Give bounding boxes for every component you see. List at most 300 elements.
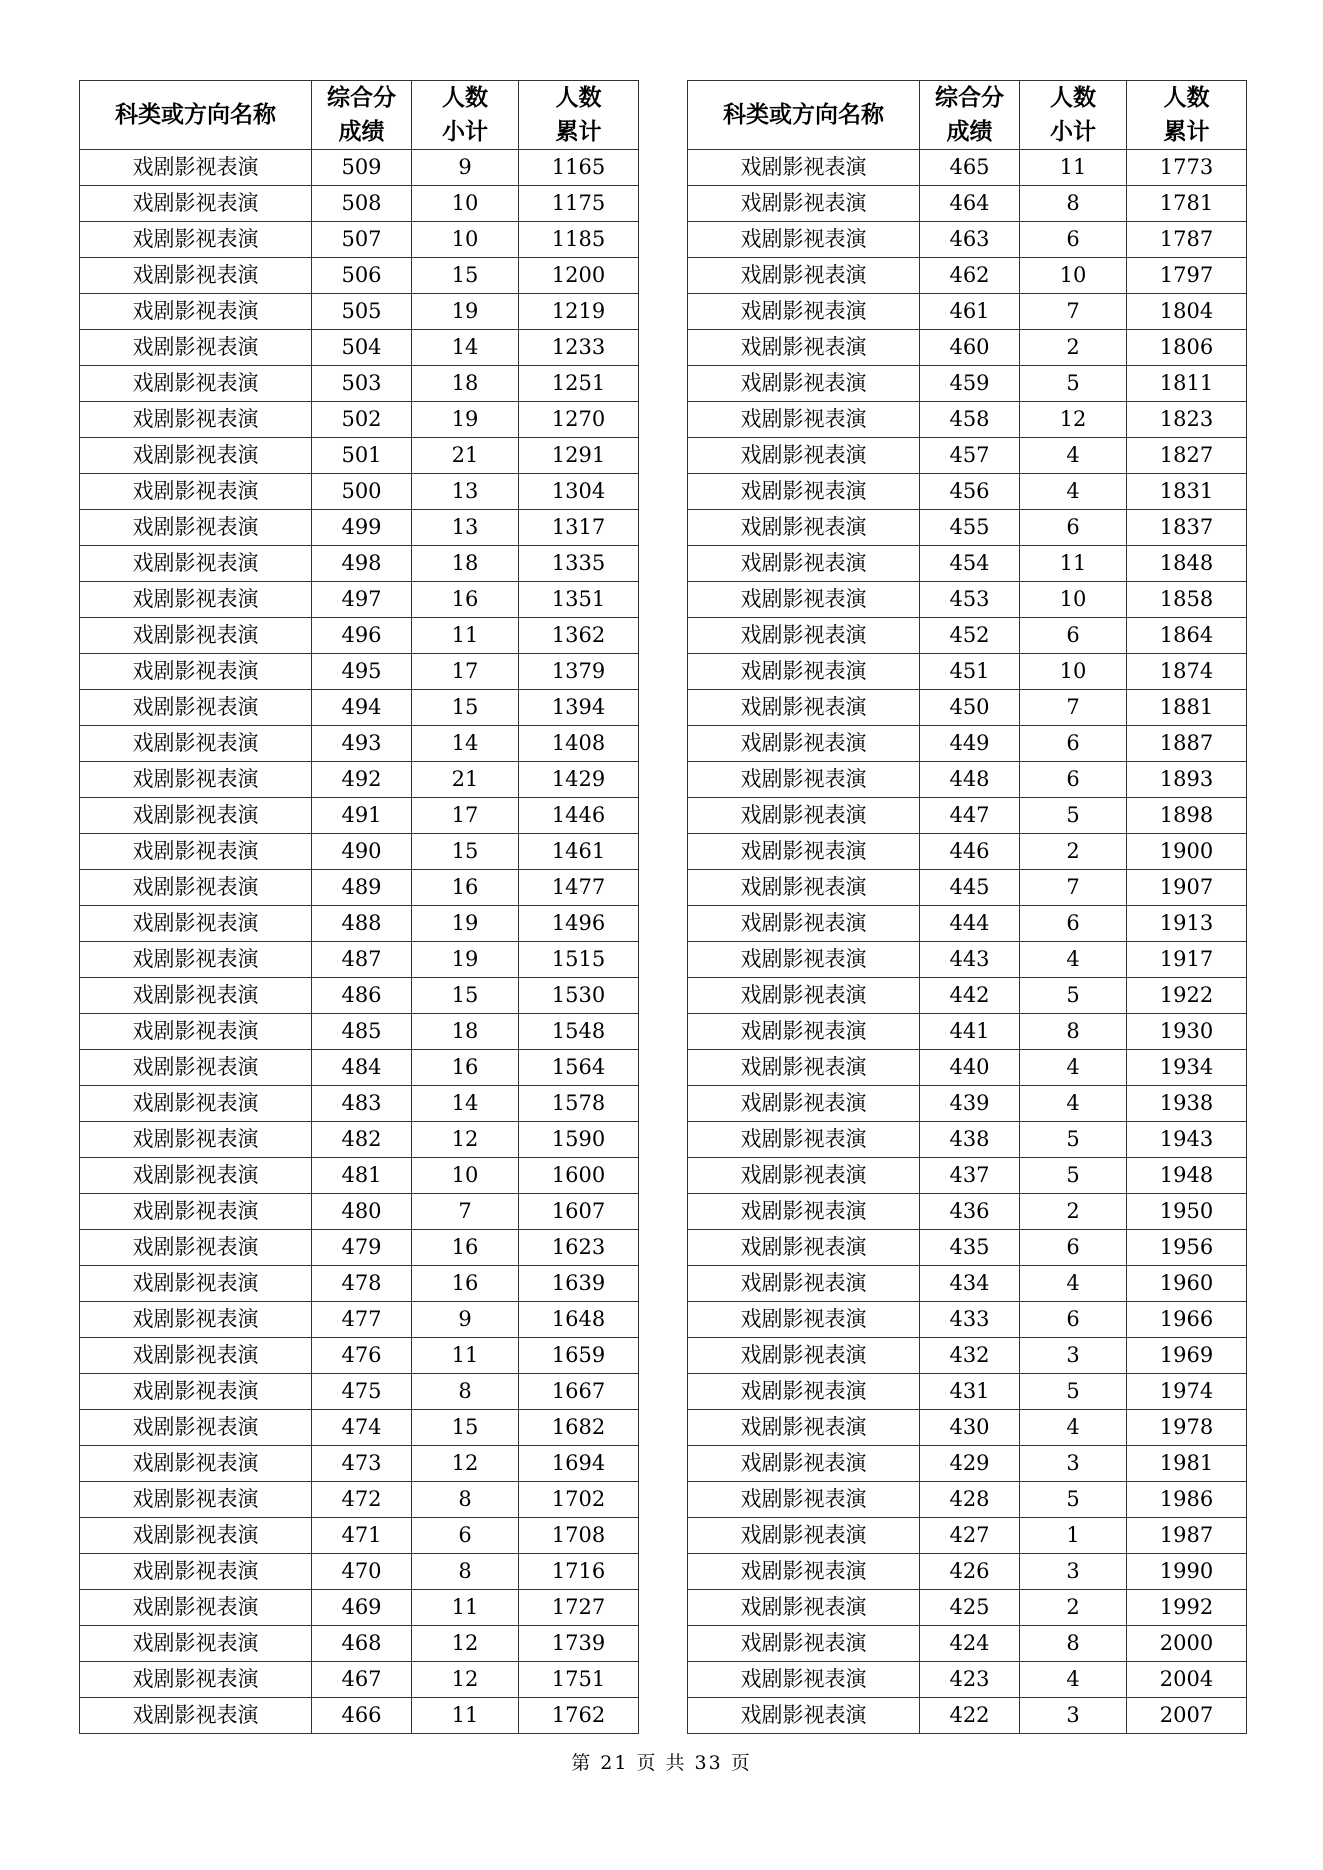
table-row [688,186,1247,222]
count-cell: 16 [412,1050,519,1086]
table-row [688,1230,1247,1266]
table-row [688,1338,1247,1374]
category-cell: 戏剧影视表演 [80,294,312,330]
cumulative-cell: 1966 [1127,1302,1247,1338]
category-cell: 戏剧影视表演 [80,582,312,618]
count-cell: 6 [1020,510,1127,546]
count-cell: 8 [412,1554,519,1590]
cumulative-cell: 2000 [1127,1626,1247,1662]
table-row [688,402,1247,438]
cumulative-cell: 1200 [519,258,639,294]
cumulative-cell: 1806 [1127,330,1247,366]
count-cell: 19 [412,942,519,978]
table-row [80,1626,639,1662]
cumulative-cell: 1773 [1127,150,1247,186]
count-cell: 12 [412,1446,519,1482]
cumulative-cell: 1956 [1127,1230,1247,1266]
category-cell: 戏剧影视表演 [688,1338,920,1374]
category-cell: 戏剧影视表演 [80,546,312,582]
count-cell: 12 [412,1122,519,1158]
header-category: 科类或方向名称 [80,81,312,150]
score-cell: 451 [920,654,1020,690]
score-cell: 483 [312,1086,412,1122]
count-cell: 16 [412,1266,519,1302]
count-cell: 4 [1020,1050,1127,1086]
category-cell: 戏剧影视表演 [688,366,920,402]
category-cell: 戏剧影视表演 [80,1266,312,1302]
count-cell: 19 [412,294,519,330]
cumulative-cell: 1291 [519,438,639,474]
category-cell: 戏剧影视表演 [688,330,920,366]
table-row [80,726,639,762]
category-cell: 戏剧影视表演 [80,1338,312,1374]
count-cell: 11 [412,1698,519,1734]
count-cell: 11 [1020,150,1127,186]
category-cell: 戏剧影视表演 [80,942,312,978]
count-cell: 12 [1020,402,1127,438]
count-cell: 7 [1020,294,1127,330]
cumulative-cell: 1797 [1127,258,1247,294]
category-cell: 戏剧影视表演 [80,654,312,690]
category-cell: 戏剧影视表演 [80,1410,312,1446]
category-cell: 戏剧影视表演 [80,1590,312,1626]
score-table-right [687,80,1247,1734]
table-row [688,1050,1247,1086]
count-cell: 6 [1020,222,1127,258]
category-cell: 戏剧影视表演 [688,150,920,186]
score-cell: 480 [312,1194,412,1230]
table-row [688,1662,1247,1698]
cumulative-cell: 1930 [1127,1014,1247,1050]
category-cell: 戏剧影视表演 [688,654,920,690]
score-cell: 460 [920,330,1020,366]
score-cell: 464 [920,186,1020,222]
cumulative-cell: 1948 [1127,1158,1247,1194]
table-row [80,546,639,582]
table-row [688,1086,1247,1122]
score-cell: 496 [312,618,412,654]
count-cell: 4 [1020,1086,1127,1122]
score-cell: 466 [312,1698,412,1734]
count-cell: 10 [412,186,519,222]
score-cell: 476 [312,1338,412,1374]
header-score: 综合分 成绩 [312,81,412,150]
cumulative-cell: 1917 [1127,942,1247,978]
header-count: 人数 小计 [412,81,519,150]
cumulative-cell: 1515 [519,942,639,978]
category-cell: 戏剧影视表演 [688,726,920,762]
score-cell: 500 [312,474,412,510]
category-cell: 戏剧影视表演 [80,1518,312,1554]
cumulative-cell: 1987 [1127,1518,1247,1554]
count-cell: 5 [1020,798,1127,834]
table-row [688,294,1247,330]
table-row [80,1014,639,1050]
table-row [688,582,1247,618]
score-cell: 458 [920,402,1020,438]
count-cell: 4 [1020,942,1127,978]
table-row [688,942,1247,978]
score-cell: 482 [312,1122,412,1158]
category-cell: 戏剧影视表演 [688,870,920,906]
table-row [80,1590,639,1626]
count-cell: 3 [1020,1338,1127,1374]
cumulative-cell: 1837 [1127,510,1247,546]
count-cell: 19 [412,402,519,438]
table-row [688,546,1247,582]
score-cell: 484 [312,1050,412,1086]
table-row [688,798,1247,834]
score-cell: 474 [312,1410,412,1446]
table-row [80,1482,639,1518]
cumulative-cell: 1477 [519,870,639,906]
category-cell: 戏剧影视表演 [688,978,920,1014]
table-row [80,1338,639,1374]
cumulative-cell: 1351 [519,582,639,618]
score-cell: 448 [920,762,1020,798]
score-cell: 447 [920,798,1020,834]
score-cell: 461 [920,294,1020,330]
category-cell: 戏剧影视表演 [80,1626,312,1662]
table-row [80,294,639,330]
cumulative-cell: 1848 [1127,546,1247,582]
count-cell: 8 [412,1482,519,1518]
score-cell: 436 [920,1194,1020,1230]
count-cell: 16 [412,1230,519,1266]
count-cell: 14 [412,1086,519,1122]
score-cell: 427 [920,1518,1020,1554]
score-cell: 485 [312,1014,412,1050]
table-row [80,762,639,798]
cumulative-cell: 1787 [1127,222,1247,258]
count-cell: 18 [412,366,519,402]
count-cell: 10 [412,1158,519,1194]
category-cell: 戏剧影视表演 [80,186,312,222]
category-cell: 戏剧影视表演 [80,1698,312,1734]
cumulative-cell: 1907 [1127,870,1247,906]
category-cell: 戏剧影视表演 [80,906,312,942]
score-cell: 488 [312,906,412,942]
header-count: 人数 小计 [1020,81,1127,150]
count-cell: 5 [1020,978,1127,1014]
category-cell: 戏剧影视表演 [80,618,312,654]
table-row [688,222,1247,258]
table-row [688,726,1247,762]
category-cell: 戏剧影视表演 [80,1482,312,1518]
count-cell: 6 [1020,618,1127,654]
score-cell: 479 [312,1230,412,1266]
table-row [688,1266,1247,1302]
count-cell: 18 [412,546,519,582]
score-cell: 506 [312,258,412,294]
table-row [688,834,1247,870]
category-cell: 戏剧影视表演 [80,1374,312,1410]
count-cell: 21 [412,762,519,798]
score-cell: 504 [312,330,412,366]
table-row [688,1554,1247,1590]
cumulative-cell: 1716 [519,1554,639,1590]
cumulative-cell: 1762 [519,1698,639,1734]
page-footer: 第 21 页 共 33 页 [571,1752,752,1774]
cumulative-cell: 1659 [519,1338,639,1374]
score-cell: 477 [312,1302,412,1338]
category-cell: 戏剧影视表演 [688,1374,920,1410]
table-row [688,1374,1247,1410]
category-cell: 戏剧影视表演 [80,1554,312,1590]
score-cell: 509 [312,150,412,186]
table-row [688,762,1247,798]
header-cumulative: 人数 累计 [1127,81,1247,150]
cumulative-cell: 2004 [1127,1662,1247,1698]
cumulative-cell: 1804 [1127,294,1247,330]
category-cell: 戏剧影视表演 [80,798,312,834]
score-cell: 462 [920,258,1020,294]
count-cell: 7 [412,1194,519,1230]
count-cell: 4 [1020,1410,1127,1446]
category-cell: 戏剧影视表演 [80,474,312,510]
category-cell: 戏剧影视表演 [688,474,920,510]
cumulative-cell: 1702 [519,1482,639,1518]
category-cell: 戏剧影视表演 [688,1410,920,1446]
score-cell: 499 [312,510,412,546]
score-cell: 487 [312,942,412,978]
score-cell: 423 [920,1662,1020,1698]
cumulative-cell: 1564 [519,1050,639,1086]
score-cell: 429 [920,1446,1020,1482]
cumulative-cell: 1708 [519,1518,639,1554]
table-row [80,1302,639,1338]
cumulative-cell: 1317 [519,510,639,546]
score-cell: 449 [920,726,1020,762]
table-row [80,1194,639,1230]
count-cell: 4 [1020,1662,1127,1698]
count-cell: 15 [412,258,519,294]
cumulative-cell: 1185 [519,222,639,258]
score-cell: 507 [312,222,412,258]
cumulative-cell: 1496 [519,906,639,942]
table-row [80,942,639,978]
table-row [688,1302,1247,1338]
count-cell: 9 [412,1302,519,1338]
cumulative-cell: 1429 [519,762,639,798]
count-cell: 8 [1020,1014,1127,1050]
cumulative-cell: 1607 [519,1194,639,1230]
category-cell: 戏剧影视表演 [688,690,920,726]
category-cell: 戏剧影视表演 [688,1086,920,1122]
count-cell: 17 [412,654,519,690]
count-cell: 3 [1020,1554,1127,1590]
cumulative-cell: 1831 [1127,474,1247,510]
cumulative-cell: 1394 [519,690,639,726]
cumulative-cell: 1446 [519,798,639,834]
score-cell: 502 [312,402,412,438]
score-cell: 457 [920,438,1020,474]
score-cell: 503 [312,366,412,402]
table-row [688,1518,1247,1554]
count-cell: 14 [412,330,519,366]
score-cell: 441 [920,1014,1020,1050]
score-cell: 467 [312,1662,412,1698]
category-cell: 戏剧影视表演 [688,1266,920,1302]
count-cell: 10 [412,222,519,258]
category-cell: 戏剧影视表演 [688,798,920,834]
count-cell: 5 [1020,1374,1127,1410]
score-cell: 459 [920,366,1020,402]
score-cell: 469 [312,1590,412,1626]
score-cell: 472 [312,1482,412,1518]
category-cell: 戏剧影视表演 [80,690,312,726]
table-row [80,1374,639,1410]
cumulative-cell: 1950 [1127,1194,1247,1230]
cumulative-cell: 1823 [1127,402,1247,438]
table-row [80,1230,639,1266]
category-cell: 戏剧影视表演 [688,546,920,582]
cumulative-cell: 1682 [519,1410,639,1446]
category-cell: 戏剧影视表演 [80,1050,312,1086]
count-cell: 16 [412,870,519,906]
count-cell: 4 [1020,1266,1127,1302]
count-cell: 9 [412,150,519,186]
category-cell: 戏剧影视表演 [80,366,312,402]
count-cell: 7 [1020,690,1127,726]
cumulative-cell: 1578 [519,1086,639,1122]
table-row [80,906,639,942]
category-cell: 戏剧影视表演 [688,1158,920,1194]
table-row [688,1446,1247,1482]
category-cell: 戏剧影视表演 [688,510,920,546]
cumulative-cell: 1874 [1127,654,1247,690]
category-cell: 戏剧影视表演 [688,1230,920,1266]
table-row [80,834,639,870]
score-cell: 495 [312,654,412,690]
cumulative-cell: 1992 [1127,1590,1247,1626]
count-cell: 14 [412,726,519,762]
table-body-left [80,150,639,1734]
table-row [80,402,639,438]
count-cell: 13 [412,510,519,546]
table-row [80,1698,639,1734]
category-cell: 戏剧影视表演 [688,1554,920,1590]
table-row [688,690,1247,726]
table-body-right [688,150,1247,1734]
category-cell: 戏剧影视表演 [80,1158,312,1194]
cumulative-cell: 1981 [1127,1446,1247,1482]
table-row [688,330,1247,366]
cumulative-cell: 1887 [1127,726,1247,762]
count-cell: 2 [1020,1590,1127,1626]
table-row [80,1446,639,1482]
cumulative-cell: 1600 [519,1158,639,1194]
cumulative-cell: 1461 [519,834,639,870]
count-cell: 15 [412,690,519,726]
category-cell: 戏剧影视表演 [80,330,312,366]
table-row [80,366,639,402]
table-row [688,1698,1247,1734]
cumulative-cell: 1548 [519,1014,639,1050]
score-cell: 433 [920,1302,1020,1338]
category-cell: 戏剧影视表演 [80,402,312,438]
score-cell: 468 [312,1626,412,1662]
table-row [80,1410,639,1446]
count-cell: 10 [1020,258,1127,294]
score-cell: 425 [920,1590,1020,1626]
table-header-left [80,81,639,150]
score-cell: 452 [920,618,1020,654]
table-row [80,222,639,258]
score-cell: 437 [920,1158,1020,1194]
score-cell: 497 [312,582,412,618]
table-row [80,1086,639,1122]
score-cell: 424 [920,1626,1020,1662]
table-row [80,1266,639,1302]
cumulative-cell: 1251 [519,366,639,402]
category-cell: 戏剧影视表演 [688,1122,920,1158]
score-cell: 489 [312,870,412,906]
count-cell: 7 [1020,870,1127,906]
category-cell: 戏剧影视表演 [688,1698,920,1734]
score-cell: 492 [312,762,412,798]
count-cell: 12 [412,1626,519,1662]
table-row [688,366,1247,402]
table-row [80,474,639,510]
cumulative-cell: 1900 [1127,834,1247,870]
cumulative-cell: 1827 [1127,438,1247,474]
table-row [80,690,639,726]
category-cell: 戏剧影视表演 [688,618,920,654]
count-cell: 11 [412,1590,519,1626]
score-cell: 422 [920,1698,1020,1734]
cumulative-cell: 1969 [1127,1338,1247,1374]
count-cell: 15 [412,1410,519,1446]
score-cell: 446 [920,834,1020,870]
count-cell: 8 [1020,186,1127,222]
score-cell: 455 [920,510,1020,546]
score-cell: 505 [312,294,412,330]
category-cell: 戏剧影视表演 [688,1194,920,1230]
count-cell: 2 [1020,330,1127,366]
score-cell: 501 [312,438,412,474]
count-cell: 6 [412,1518,519,1554]
cumulative-cell: 1974 [1127,1374,1247,1410]
table-row [688,1158,1247,1194]
table-row [688,870,1247,906]
category-cell: 戏剧影视表演 [688,1014,920,1050]
count-cell: 10 [1020,654,1127,690]
table-row [80,1158,639,1194]
score-cell: 465 [920,150,1020,186]
score-cell: 473 [312,1446,412,1482]
cumulative-cell: 1960 [1127,1266,1247,1302]
count-cell: 4 [1020,438,1127,474]
score-cell: 445 [920,870,1020,906]
score-cell: 432 [920,1338,1020,1374]
table-row [688,618,1247,654]
score-cell: 470 [312,1554,412,1590]
cumulative-cell: 1986 [1127,1482,1247,1518]
count-cell: 16 [412,582,519,618]
count-cell: 17 [412,798,519,834]
category-cell: 戏剧影视表演 [80,1122,312,1158]
table-row [688,978,1247,1014]
score-cell: 498 [312,546,412,582]
table-row [80,1122,639,1158]
count-cell: 10 [1020,582,1127,618]
category-cell: 戏剧影视表演 [688,942,920,978]
score-cell: 508 [312,186,412,222]
count-cell: 3 [1020,1446,1127,1482]
cumulative-cell: 1913 [1127,906,1247,942]
score-cell: 444 [920,906,1020,942]
